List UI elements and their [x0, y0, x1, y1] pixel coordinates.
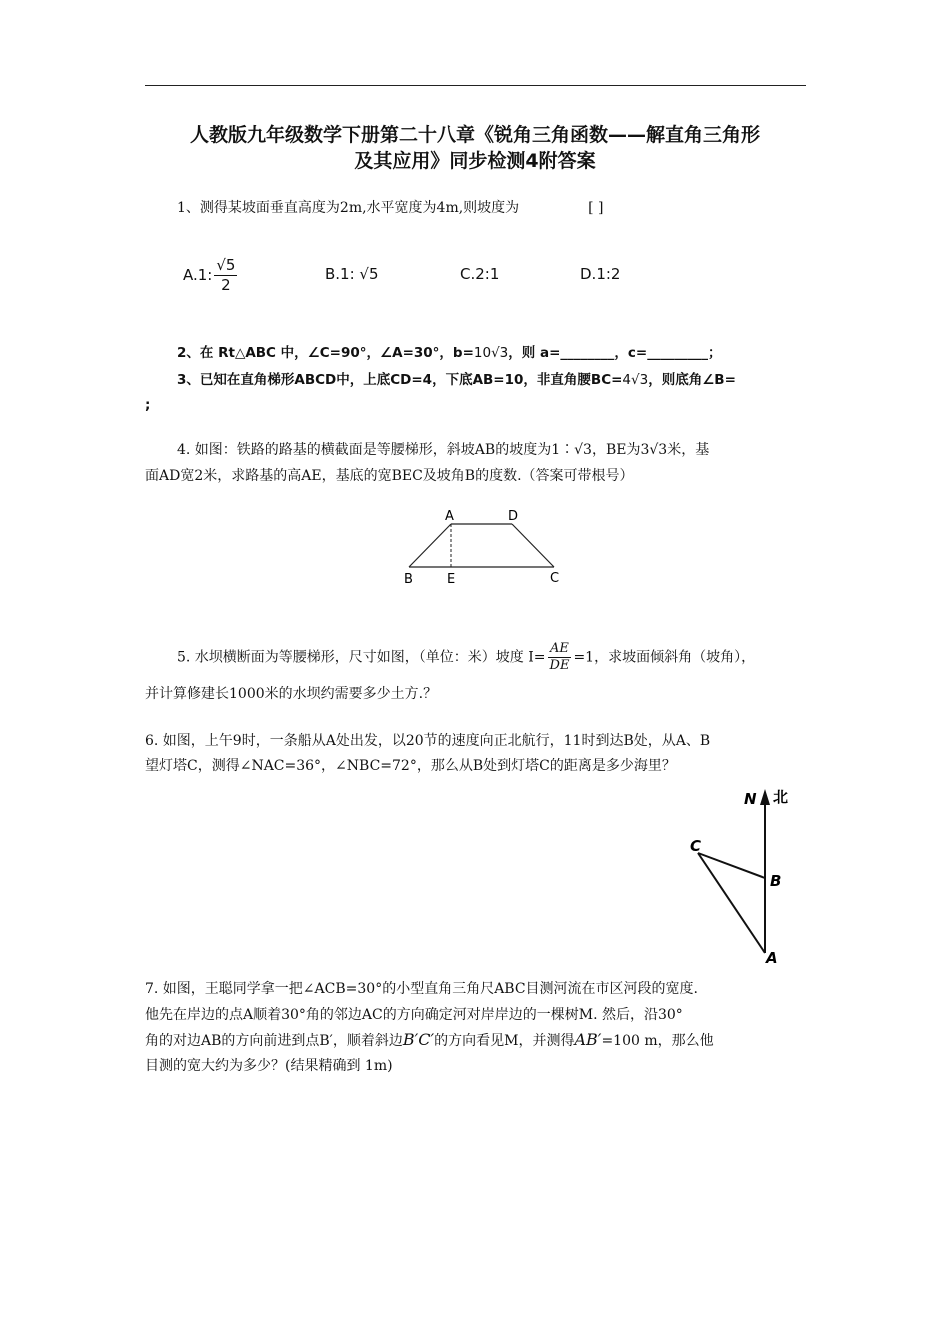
question-3-line2: ;	[145, 397, 151, 413]
question-7-line3	[145, 1027, 714, 1054]
page-title-line2: 及其应用》同步检测4附答案	[354, 150, 596, 172]
question-2-b-value: 10√3	[473, 345, 509, 361]
question-6-line2: 望灯塔C，测得∠NAC=36°，∠NBC=72°，那么从B处到灯塔C的距离是多少海里？	[145, 758, 676, 774]
label-A-point: A	[766, 949, 778, 967]
question-5-text-b: =1，求坡面倾斜角（坡角），	[573, 649, 756, 666]
segment-ab: AB′	[574, 1030, 602, 1049]
label-N: N	[744, 790, 757, 808]
question-2-prefix: 2、在 Rt△ABC 中，∠C=90°，∠A=30°，b=	[177, 345, 474, 361]
north-arrow-icon	[760, 789, 770, 805]
question-4-text-a: 4. 如图：铁路的路基的横截面是等腰梯形，斜坡AB的坡度为1∶	[177, 442, 575, 458]
question-3-suffix: ，则底角∠B=	[648, 372, 736, 388]
question-7-line2: 他先在岸边的点A顺着30°角的邻边AC的方向确定河对岸岸边的一棵树M. 然后，沿30°	[145, 1007, 683, 1023]
question-1	[177, 195, 603, 221]
label-E: E	[447, 572, 456, 587]
label-A: A	[445, 509, 454, 524]
slope-fraction-numerator: AE	[548, 641, 572, 658]
question-4-text-b: ，BE为	[591, 442, 641, 458]
question-4-slope: √3	[574, 442, 592, 458]
option-a-prefix: A.1:	[183, 266, 213, 284]
option-d: D.1:2	[580, 265, 621, 283]
label-B-point: B	[770, 872, 782, 890]
question-1-text: 1、测得某坡面垂直高度为2m,水平宽度为4m,则坡度为	[177, 200, 520, 216]
question-5-line1	[177, 641, 755, 674]
question-2	[177, 340, 721, 366]
trapezoid-diagram	[395, 505, 575, 590]
option-b: B.1: √5	[325, 265, 379, 283]
page-title-line1: 人教版九年级数学下册第二十八章《锐角三角函数——解直角三角形	[189, 124, 760, 146]
question-7-text-b: 的方向看见M，并测得	[434, 1033, 575, 1049]
question-4-line2: 面AD宽2米，求路基的高AE，基底的宽BEC及坡角B的度数.（答案可带根号）	[145, 468, 634, 484]
option-a-denominator: 2	[221, 276, 231, 294]
question-7-line4: 目测的宽大约为多少？(结果精确到 1m)	[145, 1058, 393, 1074]
slope-fraction-denominator: DE	[549, 658, 570, 673]
question-4-line1	[177, 437, 709, 463]
option-a	[183, 256, 239, 295]
question-4-text-c: 米，基	[667, 442, 710, 458]
label-C-point: C	[690, 837, 702, 855]
label-B: B	[404, 572, 413, 587]
question-5-text-a: 5. 水坝横断面为等腰梯形，尺寸如图，（单位：米）坡度 I=	[177, 649, 546, 666]
question-6-line1: 6. 如图，上午9时，一条船从A处出发，以20节的速度向正北航行，11时到达B处，从A、B	[145, 733, 711, 749]
label-north: 北	[773, 788, 789, 806]
option-c: C.2:1	[460, 265, 500, 283]
question-3-bc-value: 4√3	[622, 372, 649, 388]
question-3-prefix: 3、已知在直角梯形ABCD中，上底CD=4，下底AB=10，非直角腰BC=	[177, 372, 623, 388]
question-4-be-value: 3√3	[640, 442, 668, 458]
segment-bc: B′C′	[402, 1030, 435, 1049]
question-7-text-a: 角的对边AB的方向前进到点B′，顺着斜边	[145, 1033, 403, 1049]
label-D: D	[508, 509, 519, 524]
label-C: C	[550, 571, 560, 586]
option-a-numerator: √5	[216, 256, 236, 274]
header-rule	[145, 85, 806, 86]
answer-bracket: [ ]	[588, 200, 604, 216]
lighthouse-diagram	[680, 785, 800, 970]
question-2-suffix: ，则 a=________，c=_________；	[508, 345, 722, 361]
question-3	[177, 367, 736, 393]
question-5-line2: 并计算修建长1000米的水坝约需要多少土方.？	[145, 686, 438, 702]
question-7-line1: 7. 如图，王聪同学拿一把∠ACB=30°的小型直角三角尺ABC目测河流在市区河段的宽度.	[145, 981, 699, 997]
question-7-text-c: =100 m，那么他	[601, 1033, 714, 1049]
